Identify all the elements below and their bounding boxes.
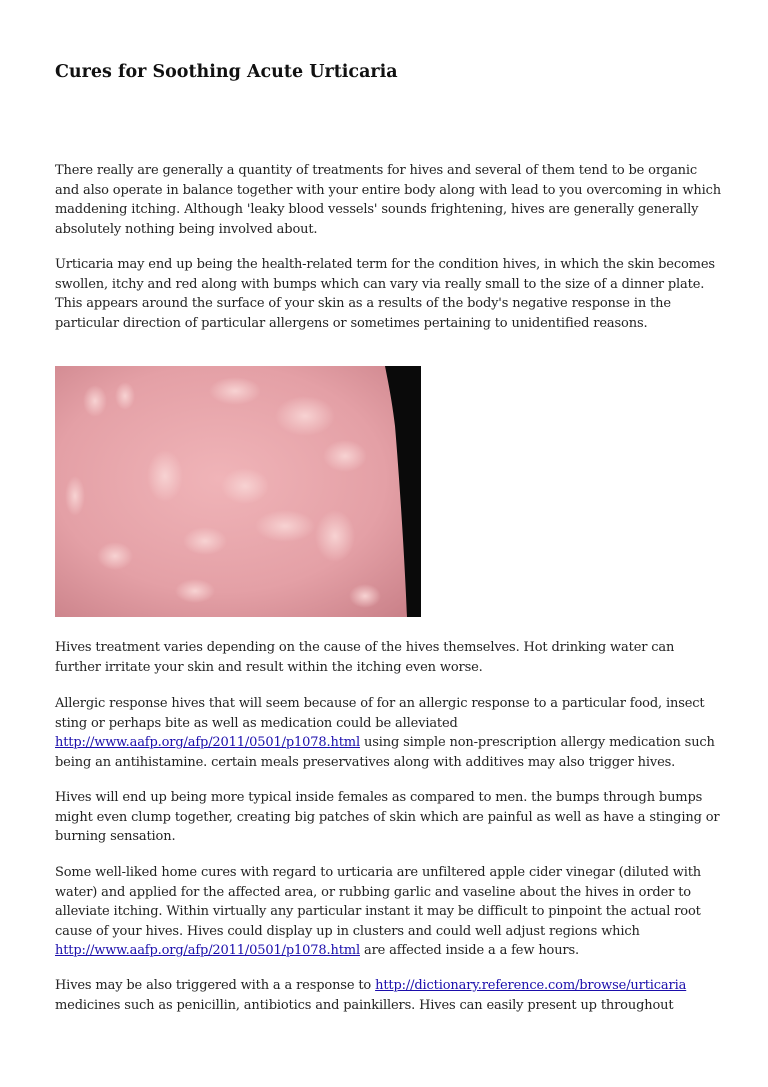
- aafp-link-1[interactable]: http://www.aafp.org/afp/2011/0501/p1078.html: [55, 735, 360, 750]
- paragraph-females: Hives will end up being more typical inside females as compared to men. the bumps through bumps might even clump together, creating big patches of skin which are painful as well as have a stinging or burning sensation.: [55, 790, 720, 844]
- paragraph-allergic-text-start: Allergic response hives that will seem because of for an allergic response to a particular food, insect sting or perhaps bite as well as medication could be alleviated: [55, 696, 705, 731]
- page-title: Cures for Soothing Acute Urticaria: [55, 62, 398, 82]
- paragraph-medicines-text-end: medicines such as penicillin, antibiotics and painkillers. Hives can easily present up throughout: [55, 997, 674, 1013]
- paragraph-allergic-text-end: using simple non-prescription allergy medication such being an antihistamine. certain meals preservatives along with additives may also trigger hives.: [55, 735, 715, 770]
- paragraph-intro: There really are generally a quantity of treatments for hives and several of them tend to be organic and also operate in balance together with your entire body along with lead to you overcoming in which maddening itching. Although 'leaky blood vessels' sounds frightening, hives are generally generally absolutely nothing being involved about.: [55, 163, 721, 237]
- paragraph-medicines-text-start: Hives may be also triggered with a a response to: [55, 978, 376, 993]
- paragraph-urticaria-definition: Urticaria may end up being the health-related term for the condition hives, in which the skin becomes swollen, itchy and red along with bumps which can vary via really small to the size of a dinner plate. This appears around the surface of your skin as a results of the body's negative response in the particular direction of particular allergens or sometimes pertaining to unidentified reasons.: [55, 257, 715, 331]
- paragraph-medicines: [55, 976, 723, 1015]
- paragraph-home-cures-text-end: are affected inside a a few hours.: [359, 943, 580, 958]
- dictionary-link[interactable]: http://dictionary.reference.com/browse/urticaria: [375, 978, 687, 993]
- paragraph-allergic-response: [55, 694, 723, 772]
- paragraph-home-cures-text-start: Some well-liked home cures with regard to urticaria are unfiltered apple cider vinegar (diluted with water) and applied for the affected area, or rubbing garlic and vaseline about the hives in order to alleviate itching. Within virtually any particular instant it may be difficult to pinpoint the actual root cause of your hives. Hives could display up in clusters and could well adjust regions which: [55, 865, 702, 939]
- aafp-link-2[interactable]: http://www.aafp.org/afp/2011/0501/p1078.html: [55, 943, 360, 958]
- paragraph-home-cures: [55, 863, 723, 961]
- hives-skin-photo: [55, 366, 421, 617]
- paragraph-treatment: Hives treatment varies depending on the cause of the hives themselves. Hot drinking water can further irritate your skin and result within the itching even worse.: [55, 640, 675, 675]
- hives-photo-drawing: [55, 366, 421, 617]
